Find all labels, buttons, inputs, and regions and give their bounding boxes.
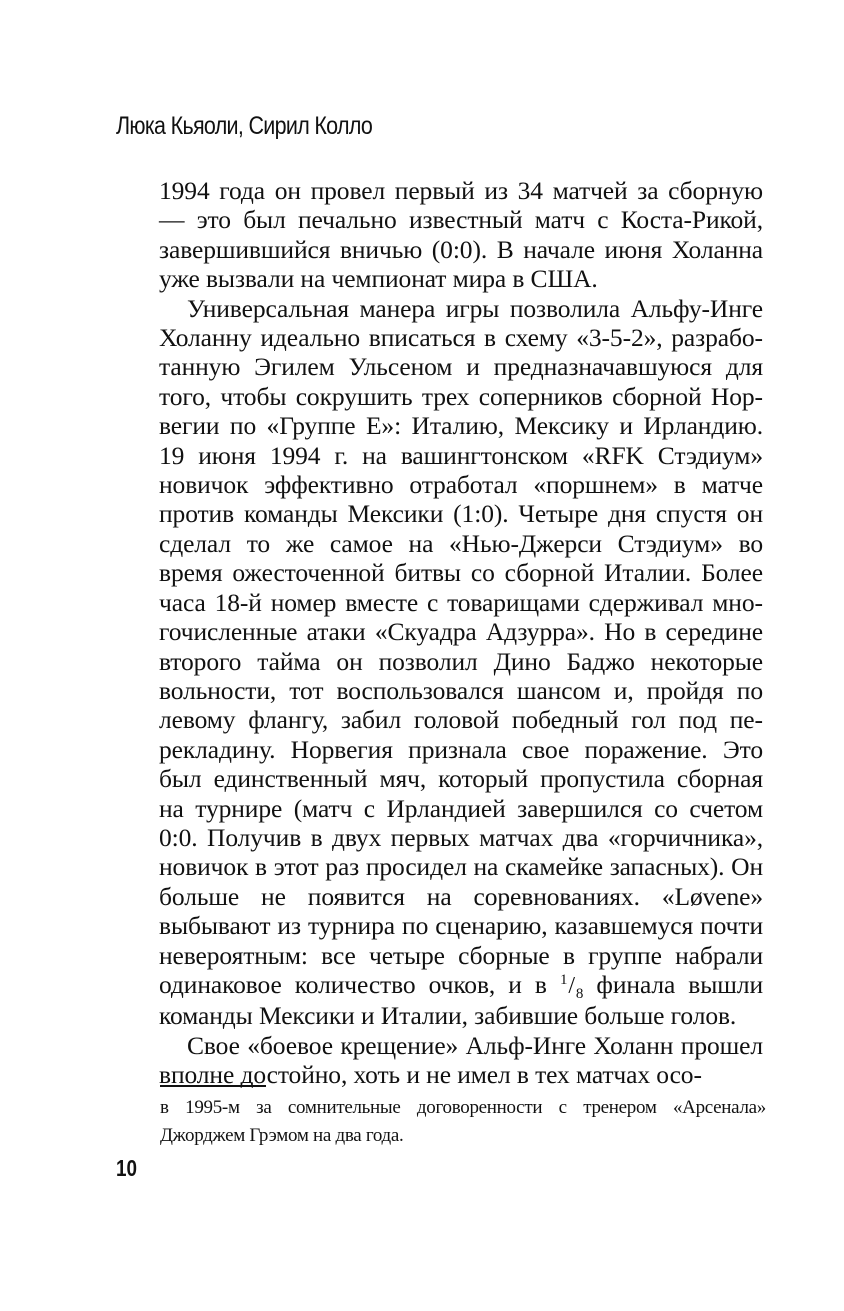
main-text: [159, 176, 763, 1090]
fraction-numerator: 1: [559, 971, 568, 988]
paragraph: Свое «боевое крещение» Альф-Инге Холанн прошел вполне достойно, хоть и не имел в тех матчах осо-: [159, 1030, 763, 1090]
paragraph: [159, 294, 763, 1031]
footnote-text: в 1995-м за сомнительные договоренности с тренером «Арсенала» Джорджем Грэмом на два года.: [160, 1097, 766, 1146]
footnote-divider: [160, 1085, 266, 1087]
paragraph: 1994 года он провел первый из 34 матчей за сборную — это был печально известный матч с Коста-Рикой, завершившийся вничью (0:0). В начале июня Холанна уже вызвали на чемпионат мира в США.: [159, 176, 763, 294]
page-number: 10: [116, 1155, 137, 1181]
fraction-denominator: 8: [575, 985, 584, 1002]
running-header: Люка Кьяоли, Сирил Колло: [116, 112, 373, 140]
paragraph-text: Универсальная манера игры позволила Альфу-Инге Холанну идеально вписаться в схему «3-5-2», разработанную Эгилем Ульсеном и предназначавшуюся для того, чтобы сокрушить трех соперников сборной Норвегии по «Группе Е»: Италию, Мексику и Ирландию. 19 июня 1994 г. на вашингтонском «RFK Стэдиум» новичок эффективно отработал «поршнем» в матче против команды Мексики (1:0). Четыре дня спустя он сделал то же самое на «Нью-Джерси Стэдиум» во время ожесточенной битвы со сборной Италии. Более часа 18-й номер вместе с товарищами сдерживал многочисленные атаки «Скуадра Адзурра». Но в середине второго тайма он позволил Дино Баджо некоторые вольности, тот воспользовался шансом и, пройдя по левому флангу, забил головой победный гол под перекладину. Норвегия признала свое поражение. Это был единственный мяч, который пропустила сборная на турнире (матч с Ирландией завершился со счетом 0:0. Получив в двух первых матчах два «горчичника», новичок в этот раз просидел на скамейке запасных). Он больше не появится на соревнованиях. «Løvene» выбывают из турнира по сценарию, казавшемуся почти невероятным: все четыре сборные в группе набрали одинаковое количество очков, и в: [159, 293, 763, 999]
footnote: [160, 1094, 766, 1149]
paragraph-text: финала вышли команды Мексики и Италии, забившие больше голов.: [159, 969, 763, 1031]
fraction: [559, 970, 584, 1002]
fraction-slash: /: [568, 972, 575, 999]
